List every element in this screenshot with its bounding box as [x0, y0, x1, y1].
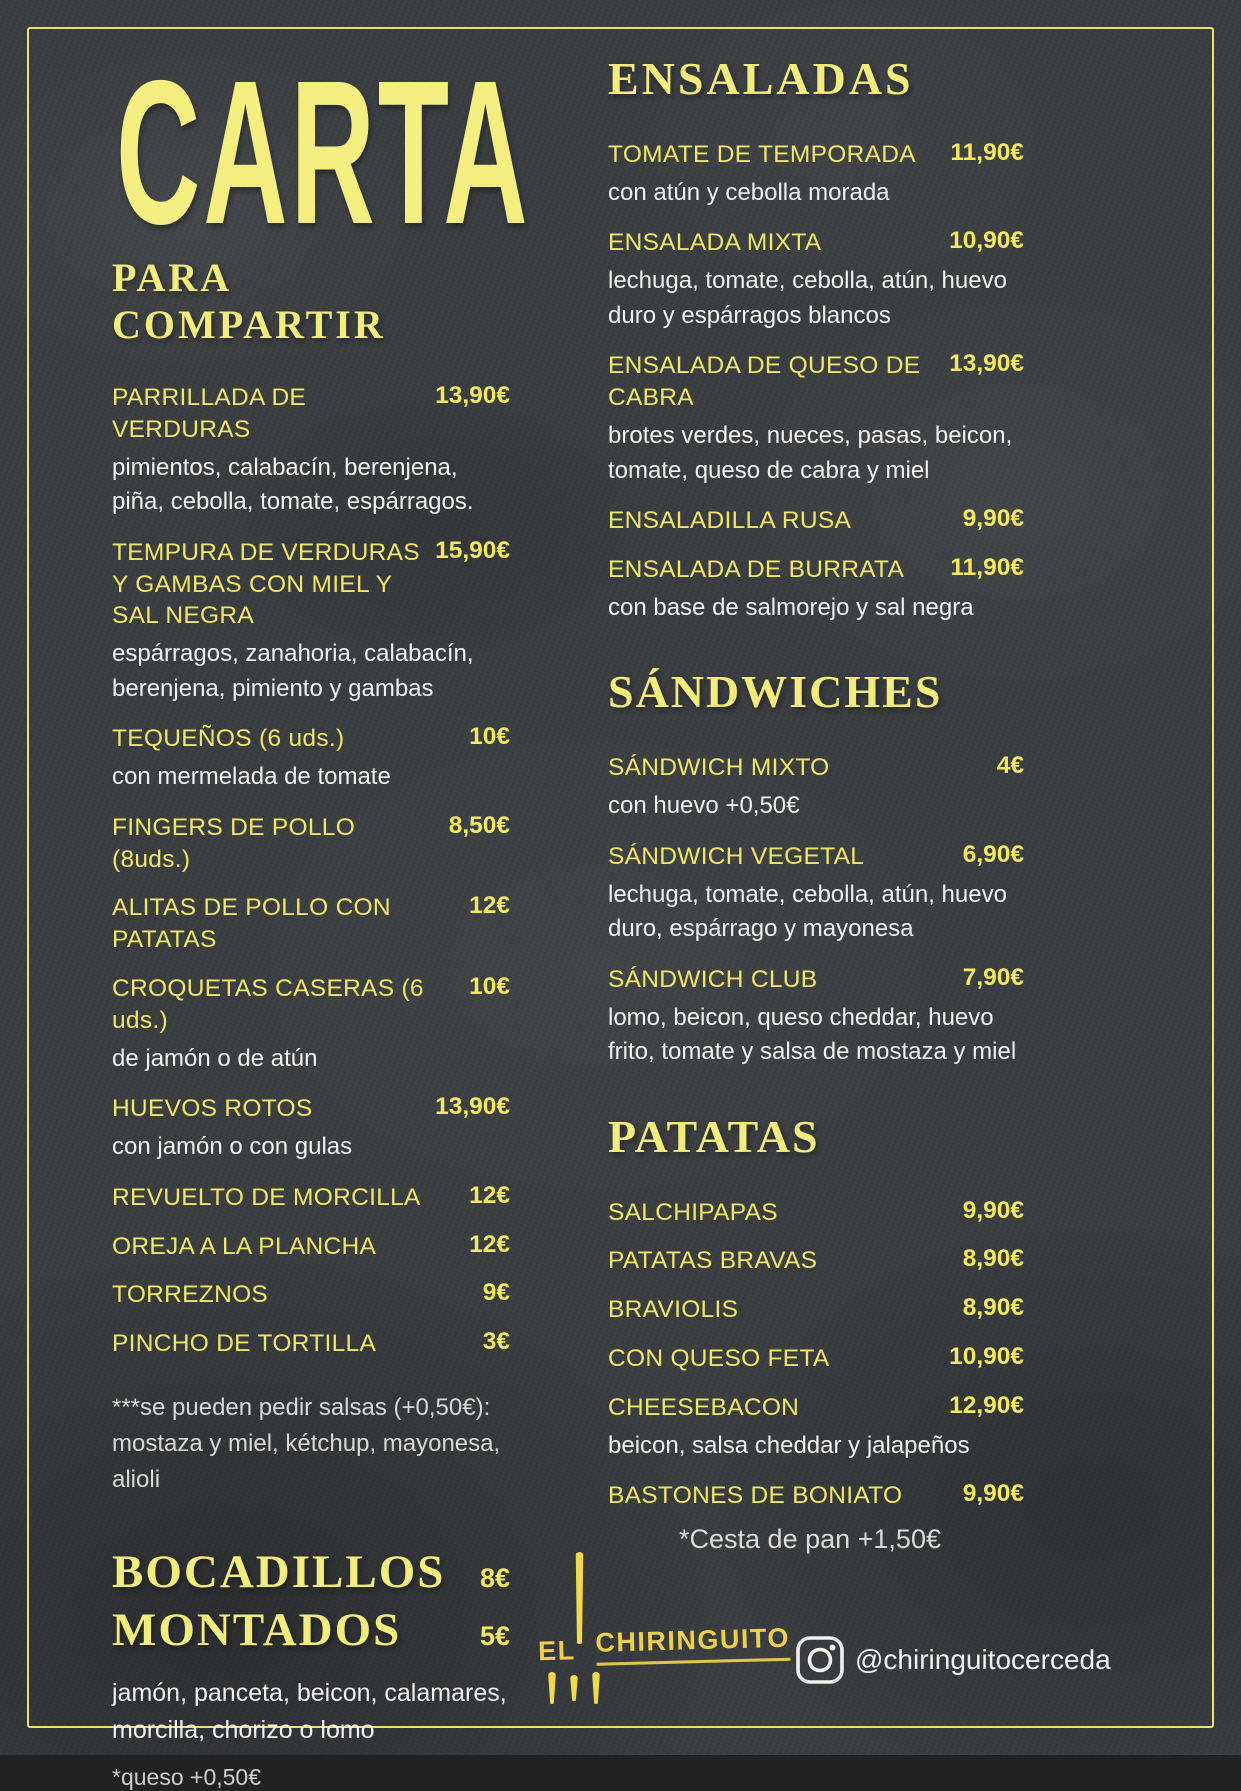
menu-item-row [112, 1328, 510, 1360]
item-description: lechuga, tomate, cebolla, atún, huevo duro y espárragos blancos [608, 267, 1007, 329]
page-title: CARTA [116, 38, 531, 267]
logo-text [538, 1623, 791, 1668]
item-description: con huevo +0,50€ [608, 792, 800, 820]
menu-item [608, 350, 1024, 488]
item-price: 11,90€ [950, 139, 1024, 166]
item-price: 12€ [469, 892, 510, 920]
sauces-note [112, 1390, 510, 1498]
item-description: beicon, salsa cheddar y jalapeños [608, 1431, 970, 1459]
menu-item [112, 1279, 510, 1311]
menu-item-row [112, 973, 510, 1037]
menu-item-row [112, 1182, 510, 1214]
item-name: ENSALADILLA RUSA [608, 507, 852, 535]
item-name: CROQUETAS CASERAS (6 uds.) [112, 975, 424, 1035]
menu-item [608, 1392, 1024, 1463]
item-name: BRAVIOLIS [608, 1296, 739, 1324]
menu-item [112, 537, 510, 707]
item-description: con mermelada de tomate [112, 763, 391, 791]
item-price: 8,90€ [962, 1245, 1024, 1273]
left-column [112, 38, 531, 1791]
bocadillos-heading-line2: MONTADOS [112, 1603, 402, 1656]
menu-item [112, 973, 510, 1076]
bread-basket-note: *Cesta de pan +1,50€ [679, 1524, 941, 1554]
menu-item [112, 1231, 510, 1263]
menu-item-row [112, 723, 510, 755]
item-name: REVUELTO DE MORCILLA [112, 1183, 421, 1211]
item-name: CHEESEBACON [608, 1393, 800, 1421]
menu-item-row [608, 1480, 1024, 1512]
item-name: ENSALADA MIXTA [608, 229, 822, 257]
item-name: SÁNDWICH VEGETAL [608, 842, 865, 870]
item-name: ENSALADA DE BURRATA [608, 555, 905, 583]
item-name: FINGERS DE POLLO (8uds.) [112, 813, 356, 873]
bocadillos-price2: 5€ [479, 1620, 510, 1651]
item-price: 3€ [482, 1328, 510, 1356]
item-name: ENSALADA DE QUESO DE CABRA [608, 352, 921, 412]
item-name: ALITAS DE POLLO CON PATATAS [112, 894, 391, 954]
item-price: 12€ [469, 1230, 510, 1258]
menu-item-row [608, 964, 1024, 996]
section-heading-patatas: PATATAS [608, 1110, 820, 1162]
sauces-note-line1: ***se pueden pedir salsas (+0,50€): [112, 1394, 491, 1422]
menu-item [112, 382, 510, 520]
menu-item-row [608, 554, 1024, 586]
item-name: SALCHIPAPAS [608, 1198, 778, 1226]
item-price: 10,90€ [949, 227, 1024, 255]
instagram-handle: @chiringuitocerceda [855, 1644, 1111, 1675]
item-name: CON QUESO FETA [608, 1345, 830, 1373]
item-description: lechuga, tomate, cebolla, atún, huevo duro, espárrago y mayonesa [608, 880, 1007, 943]
menu-item-row [112, 382, 510, 446]
item-name: OREJA A LA PLANCHA [112, 1232, 377, 1260]
menu-item-row [608, 505, 1024, 537]
section-heading-sandwiches: SÁNDWICHES [608, 666, 943, 718]
item-price: 15,90€ [435, 536, 510, 564]
menu-item [608, 139, 1024, 210]
menu-item-row [608, 350, 1024, 414]
logo-exclamation-marks [548, 1672, 600, 1704]
menu-item-row [608, 1343, 1024, 1375]
item-price: 9,90€ [962, 1196, 1024, 1224]
menu-item [608, 505, 1024, 537]
menu-item [608, 1294, 1024, 1326]
item-price: 9,90€ [962, 505, 1024, 533]
bocadillos-cheese-note: *queso +0,50€ [112, 1763, 261, 1790]
item-name: PATATAS BRAVAS [608, 1247, 818, 1275]
section-bocadillos [112, 1544, 510, 1791]
menu-item-row [608, 752, 1024, 784]
item-price: 13,90€ [435, 382, 510, 409]
bocadillos-heading-line1: BOCADILLOS [112, 1546, 446, 1599]
menu-item [608, 1197, 1024, 1229]
restaurant-logo [537, 1622, 791, 1667]
menu-item [608, 1245, 1024, 1277]
menu-item-row [608, 841, 1024, 873]
menu-item-row [112, 1231, 510, 1263]
menu-item [112, 723, 510, 794]
item-price: 6,90€ [962, 840, 1024, 868]
sauces-note-line2: mostaza y miel, kétchup, mayonesa, alioli [112, 1430, 501, 1494]
menu-item [608, 841, 1024, 947]
bocadillos-price1: 8€ [479, 1563, 510, 1594]
item-price: 8,90€ [962, 1294, 1024, 1322]
item-price: 10,90€ [949, 1343, 1024, 1371]
menu-item-row [112, 812, 510, 876]
item-price: 10€ [469, 723, 510, 751]
item-price: 13,90€ [435, 1093, 510, 1121]
menu-list-para-compartir [112, 382, 510, 1360]
bocadillos-row2 [112, 1602, 510, 1659]
item-description: espárragos, zanahoria, calabacín, berenjena, pimiento y gambas [112, 640, 474, 702]
item-name: PARRILLADA DE VERDURAS [112, 384, 307, 443]
item-name: TEMPURA DE VERDURAS Y GAMBAS CON MIEL Y SAL NEGRA [112, 538, 420, 630]
item-price: 10€ [469, 973, 510, 1001]
instagram-block [794, 1634, 1111, 1686]
menu-item-row [112, 1093, 510, 1125]
item-description: pimientos, calabacín, berenjena, piña, cebolla, tomate, espárragos. [112, 453, 474, 516]
item-price: 8,50€ [448, 811, 510, 839]
menu-item [112, 1182, 510, 1214]
menu-item [112, 812, 510, 876]
item-price: 12€ [469, 1181, 510, 1209]
item-description: brotes verdes, nueces, pasas, beicon, tomate, queso de cabra y miel [608, 422, 1013, 484]
menu-list-patatas [608, 1197, 1024, 1513]
item-price: 13,90€ [949, 350, 1024, 378]
menu-item [112, 892, 510, 956]
menu-item-row [112, 1279, 510, 1311]
item-name: HUEVOS ROTOS [112, 1095, 313, 1123]
menu-item-row [608, 139, 1024, 171]
bocadillos-description: jamón, panceta, beicon, calamares, morcilla, chorizo o lomo [112, 1678, 507, 1745]
menu-item-row [608, 1294, 1024, 1326]
menu-item-row [112, 892, 510, 956]
menu-item [608, 1343, 1024, 1375]
section-heading-para-compartir: PARA COMPARTIR [112, 255, 386, 347]
item-price: 9,90€ [962, 1480, 1024, 1508]
menu-item [608, 964, 1024, 1070]
menu-item [112, 1328, 510, 1360]
item-price: 9€ [482, 1279, 510, 1307]
menu-item-row [608, 1245, 1024, 1277]
item-description: con base de salmorejo y sal negra [608, 593, 974, 621]
section-heading-ensaladas: ENSALADAS [608, 53, 914, 104]
menu-item [112, 1093, 510, 1164]
menu-list-ensaladas [608, 139, 1024, 625]
item-description: con jamón o con gulas [112, 1133, 353, 1161]
item-name: TORREZNOS [112, 1281, 269, 1309]
item-name: TOMATE DE TEMPORADA [608, 141, 916, 168]
logo-text-chiringuito: CHIRINGUITO [595, 1623, 790, 1666]
logo-text-el: EL [537, 1635, 577, 1667]
instagram-icon [794, 1634, 846, 1686]
item-description: de jamón o de atún [112, 1044, 318, 1072]
menu-item [608, 752, 1024, 823]
item-description: lomo, beicon, queso cheddar, huevo frito, tomate y salsa de mostaza y miel [608, 1003, 1017, 1066]
menu-item-row [112, 537, 510, 633]
item-description: con atún y cebolla morada [608, 178, 890, 206]
item-name: TEQUEÑOS (6 uds.) [112, 725, 345, 753]
menu-item-row [608, 1197, 1024, 1229]
bocadillos-row1 [112, 1544, 510, 1601]
item-name: SÁNDWICH CLUB [608, 965, 818, 993]
menu-item-row [608, 1392, 1024, 1424]
item-name: BASTONES DE BONIATO [608, 1482, 903, 1510]
menu-list-sandwiches [608, 752, 1024, 1069]
item-name: SÁNDWICH MIXTO [608, 754, 830, 782]
item-name: PINCHO DE TORTILLA [112, 1330, 377, 1358]
menu-item [608, 227, 1024, 333]
item-price: 7,90€ [962, 963, 1024, 991]
menu-content [112, 38, 1134, 1791]
item-price: 11,90€ [950, 553, 1024, 581]
item-price: 12,90€ [949, 1391, 1024, 1419]
menu-item [608, 554, 1024, 625]
item-price: 4€ [996, 752, 1024, 780]
menu-item-row [608, 227, 1024, 259]
menu-item [608, 1480, 1024, 1512]
